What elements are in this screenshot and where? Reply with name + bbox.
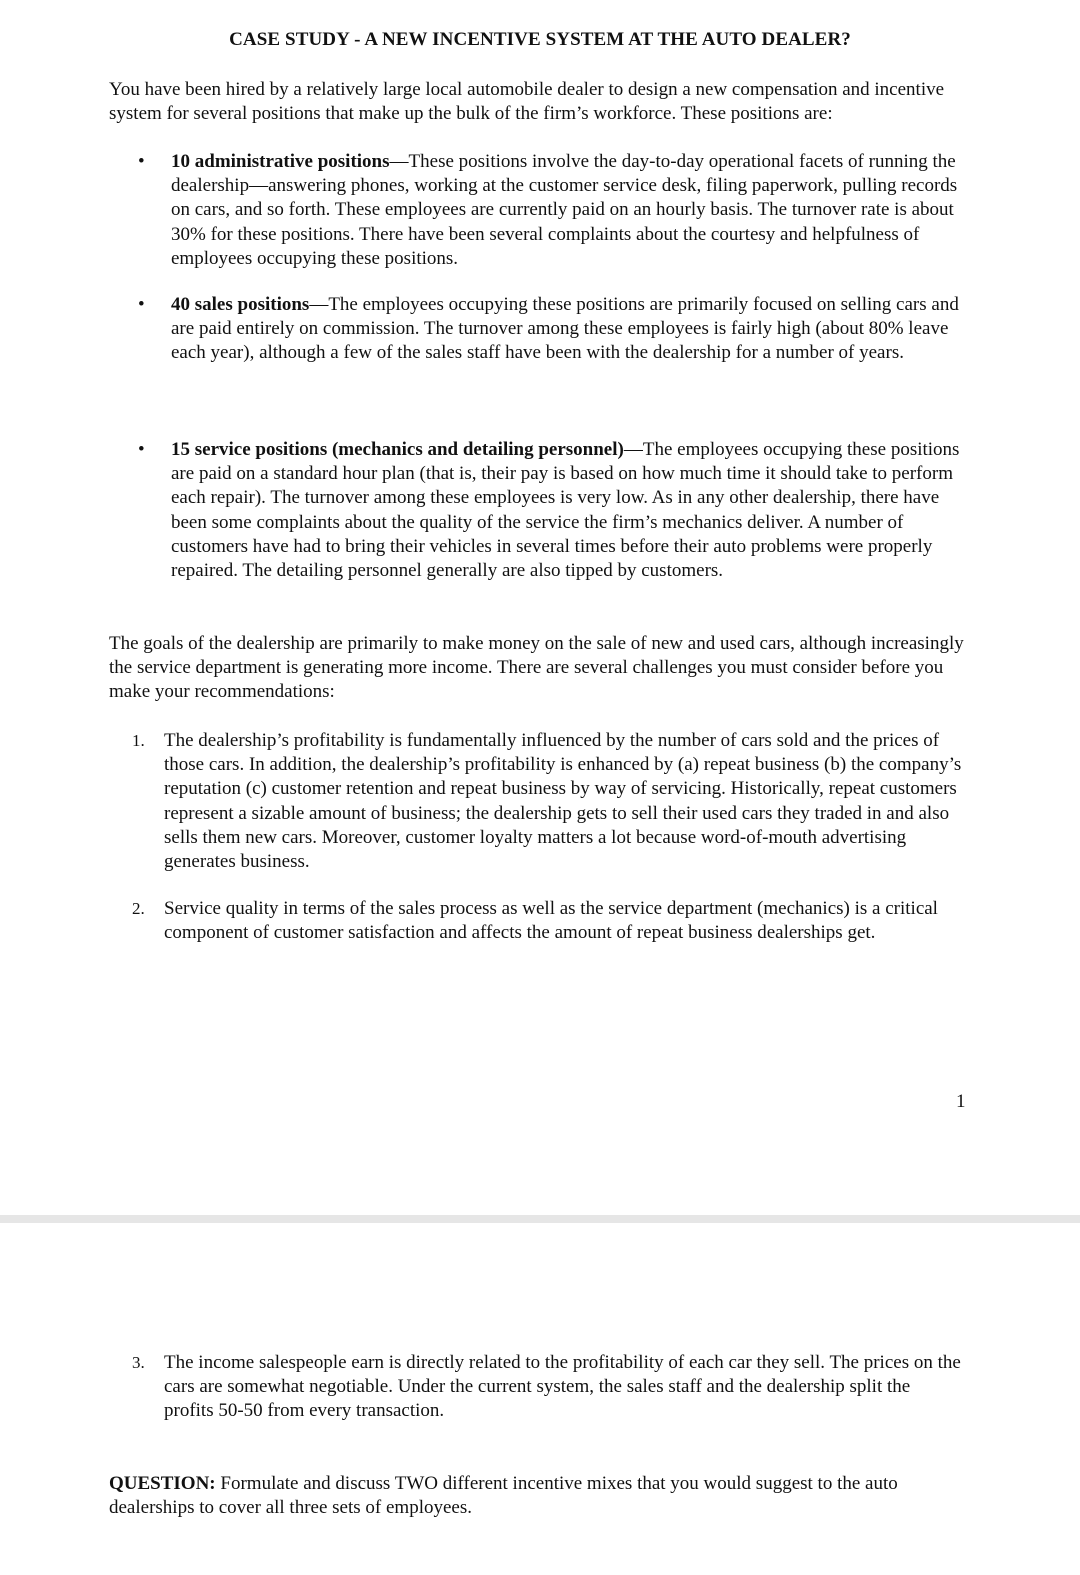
page-title: CASE STUDY - A NEW INCENTIVE SYSTEM AT THE AUTO DEALER? bbox=[229, 29, 851, 50]
goals-paragraph: The goals of the dealership are primarily to make money on the sale of new and used cars, although increasingly the service department is generating more income. There are several challenges you must consider before you make your recommendations: bbox=[109, 633, 964, 703]
position-text: —These positions involve the day-to-day operational facets of running the dealership—answering phones, working at the customer service desk, filing paperwork, pulling records on cars, and so forth. These employees are currently paid on an hourly basis. The turnover rate is about 30% for these positions. There have been several complaints about the courtesy and helpfulness of employees occupying these positions. bbox=[171, 151, 958, 269]
position-text: —The employees occupying these positions are paid on a standard hour plan (that is, their pay is based on how much time it should take to perform each repair). The turnover among these employees is very low. As in any other dealership, there have been some complaints about the quality of the service the firm’s mechanics deliver. A number of customers have had to bring their vehicles in several times before their auto problems were properly repaired. The detailing personnel generally are also tipped by customers. bbox=[171, 439, 960, 582]
page-separator bbox=[0, 1215, 1080, 1223]
challenge-item-2 bbox=[132, 897, 964, 945]
challenge-number: 3. bbox=[132, 1353, 145, 1372]
challenge-item-1 bbox=[132, 729, 964, 874]
position-item-sales bbox=[138, 293, 971, 366]
challenge-item-3 bbox=[132, 1351, 964, 1424]
question-text: Formulate and discuss TWO different incentive mixes that you would suggest to the auto dealerships to cover all three sets of employees. bbox=[109, 1473, 898, 1519]
challenge-text: The dealership’s profitability is fundamentally influenced by the number of cars sold and the prices of those cars. In addition, the dealership’s profitability is enhanced by (a) repeat business (b) the company’s reputation (c) customer retention and repeat business by way of servicing. Historically, repeat customers represent a sizable amount of business; the dealership gets to sell their used cars they traded in and also sells them new cars. Moreover, customer loyalty matters a lot because word-of-mouth advertising generates business. bbox=[164, 730, 962, 873]
question-label: QUESTION: bbox=[109, 1473, 216, 1494]
position-item-administrative bbox=[138, 150, 971, 271]
intro-paragraph: You have been hired by a relatively large local automobile dealer to design a new compensation and incentive system for several positions that make up the bulk of the firm’s workforce. These positions are: bbox=[109, 79, 945, 125]
bullet-icon: • bbox=[138, 439, 145, 460]
challenge-text: Service quality in terms of the sales process as well as the service department (mechanics) is a critical component of customer satisfaction and affects the amount of repeat business dealerships get. bbox=[164, 898, 938, 944]
position-item-service bbox=[138, 438, 971, 583]
position-heading: 10 administrative positions bbox=[171, 151, 390, 172]
bullet-icon: • bbox=[138, 151, 145, 172]
position-text: —The employees occupying these positions are primarily focused on selling cars and are paid entirely on commission. The turnover among these employees is fairly high (about 80% leave each year), although a few of the sales staff have been with the dealership for a number of years. bbox=[171, 294, 959, 364]
page-number: 1 bbox=[956, 1091, 966, 1112]
bullet-icon: • bbox=[138, 294, 145, 315]
question-paragraph bbox=[109, 1472, 979, 1520]
position-heading: 40 sales positions bbox=[171, 294, 310, 315]
challenge-number: 1. bbox=[132, 731, 145, 750]
challenge-number: 2. bbox=[132, 899, 145, 918]
challenge-text: The income salespeople earn is directly related to the profitability of each car they sell. The prices on the cars are somewhat negotiable. Under the current system, the sales staff and the dealership split the profits 50-50 from every transaction. bbox=[164, 1352, 961, 1422]
position-heading: 15 service positions (mechanics and detailing personnel) bbox=[171, 439, 624, 460]
